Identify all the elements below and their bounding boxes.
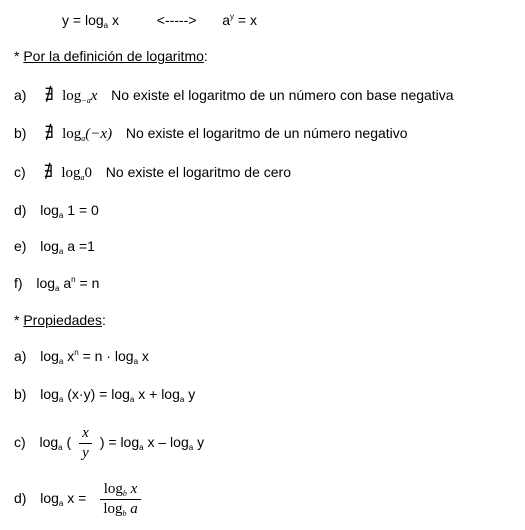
header-lhs-base: a xyxy=(103,21,109,30)
definition-star: * xyxy=(14,48,24,64)
header-equation xyxy=(62,11,257,29)
math-expression: $\log_{-a}x$ xyxy=(62,88,98,105)
item-label: f) xyxy=(14,275,23,291)
definition-item-c xyxy=(14,163,291,182)
math-expression: $\log_a0$ xyxy=(61,165,93,182)
definition-colon: : xyxy=(203,48,208,64)
header-rhs-base: a xyxy=(222,12,231,28)
item-label: d) xyxy=(14,202,27,218)
property-item-a xyxy=(14,347,149,365)
item-label: d) xyxy=(14,490,27,506)
item-formula: $\log_a a =1$ xyxy=(40,238,95,256)
item-label: e) xyxy=(14,238,27,254)
properties-colon: : xyxy=(101,312,106,328)
definition-heading xyxy=(14,47,208,65)
item-description: No existe el logaritmo de cero xyxy=(105,164,291,180)
properties-heading xyxy=(14,311,106,329)
item-description: No existe el logaritmo de un número negativo xyxy=(125,125,408,141)
definition-title: Por la definición de logaritmo xyxy=(23,48,204,64)
item-label: c) xyxy=(14,434,26,450)
fraction: $\frac{\log_b x}{\log_b a}$ xyxy=(100,481,140,518)
item-formula: $\log_a (x\cdot y) = \log_a x + \log_a y$ xyxy=(40,386,196,404)
header-rhs-tail: = x xyxy=(234,12,257,28)
header-rhs-exp: y xyxy=(230,12,235,21)
not-exists-icon: ∄ xyxy=(44,85,54,105)
item-description: No existe el logaritmo de un número con base negativa xyxy=(111,87,454,103)
item-label: a) xyxy=(14,87,27,103)
math-expression: $\log_a(-x)$ xyxy=(62,126,113,143)
item-label: b) xyxy=(14,386,27,402)
header-lhs: y = log xyxy=(62,12,104,28)
definition-item-b xyxy=(14,124,408,143)
definition-item-e xyxy=(14,237,95,255)
item-label: a) xyxy=(14,348,27,364)
definition-item-d xyxy=(14,201,99,219)
fraction: $\frac{x}{y}$ xyxy=(79,425,92,462)
header-arrow: <-----> xyxy=(156,12,197,28)
property-item-b xyxy=(14,385,195,403)
definition-item-a xyxy=(14,86,454,105)
not-exists-icon: ∄ xyxy=(43,162,54,182)
item-formula: $\log_a x$ = $\frac{\log_b x}{\log_b a}$ xyxy=(40,490,144,506)
item-formula: $\log_a a^n = n$ xyxy=(36,275,100,293)
not-exists-icon: ∄ xyxy=(44,123,54,143)
item-formula: $\log_a$ ( $\frac{x}{y}$ ) = $\log_a x - \log_a y$ xyxy=(39,424,205,461)
item-formula: $\log_a 1 = 0$ xyxy=(40,202,99,220)
item-label: b) xyxy=(14,125,27,141)
header-lhs-arg: x xyxy=(108,12,119,28)
definition-item-f xyxy=(14,274,99,292)
property-item-c xyxy=(14,422,204,462)
properties-title: Propiedades xyxy=(23,312,102,328)
property-item-d xyxy=(14,476,144,520)
properties-star: * xyxy=(14,312,24,328)
item-formula: $\log_a x^n = n \cdot \log_a x$ xyxy=(40,348,149,366)
item-label: c) xyxy=(14,164,26,180)
